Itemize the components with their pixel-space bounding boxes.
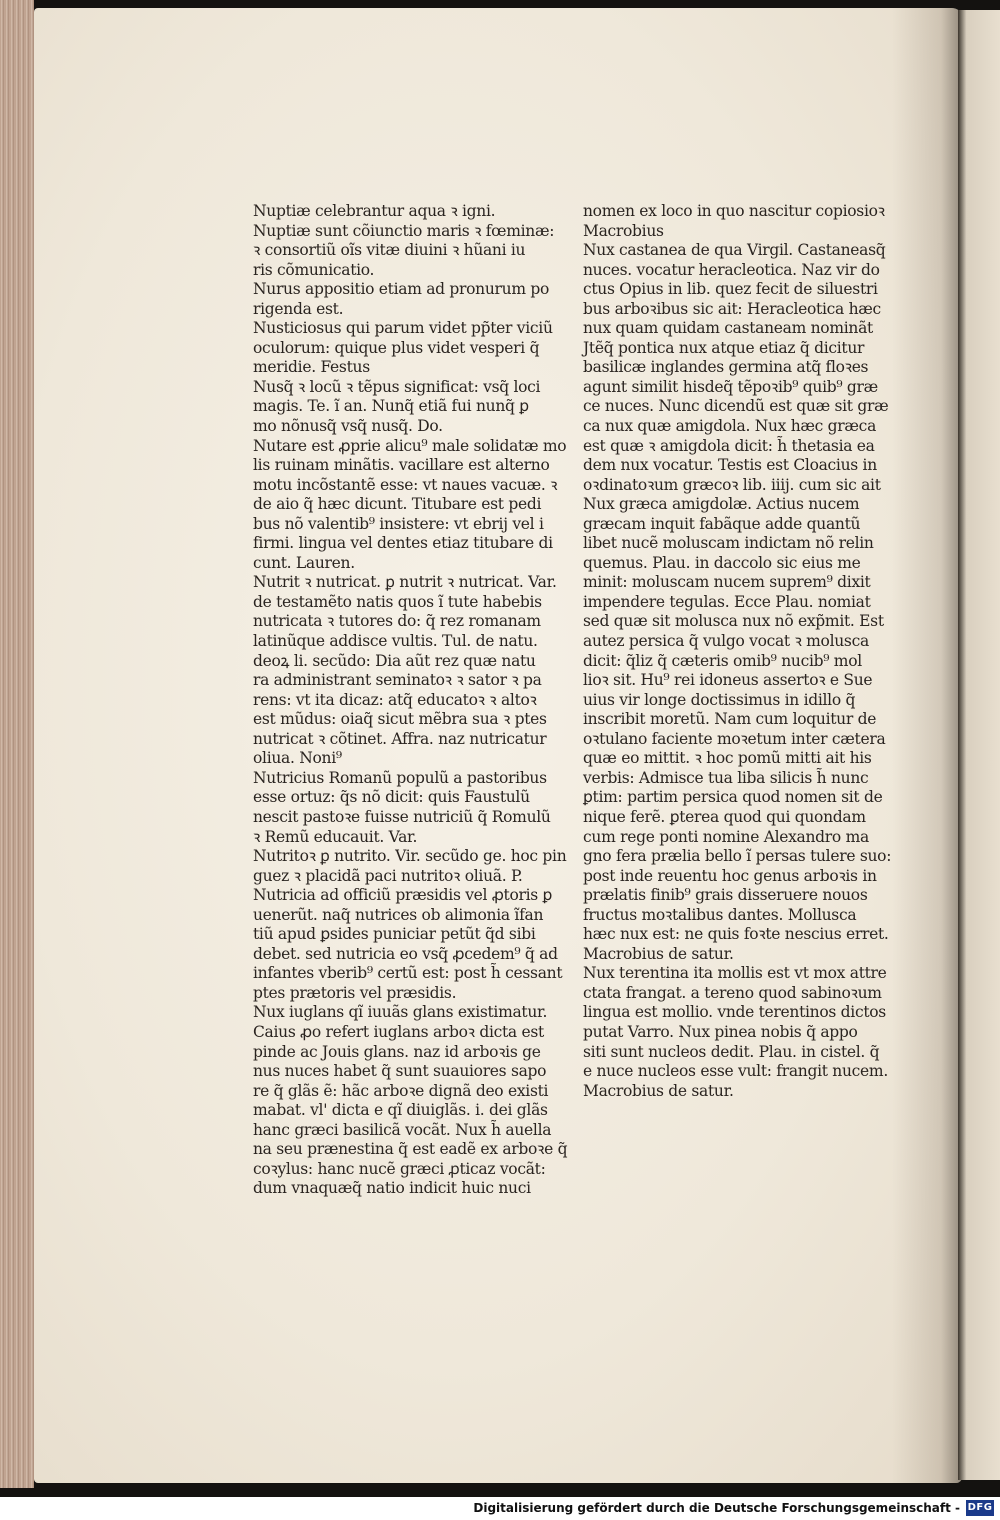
text-line: uenerũt. naq̃ nutrices ob alimonia ĩfan <box>253 905 544 924</box>
funding-credit: Digitalisierung gefördert durch die Deutsche Forschungsgemeinschaft - <box>473 1501 960 1515</box>
text-line: deoꝝ li. secũdo: Dia aũt rez quæ natu <box>253 651 536 670</box>
text-line: græcam inquit fabãque adde quantũ <box>583 514 861 533</box>
funding-footer <box>0 1497 1000 1520</box>
text-line: Macrobius de satur. <box>583 944 734 963</box>
text-line: libet nucẽ moluscam indictam nõ relin <box>583 534 874 553</box>
text-line: cum rege ponti nomine Alexandro ma <box>583 827 869 846</box>
text-line: infantes vberib⁹ certũ est: post h̃ cessant <box>253 964 563 983</box>
text-line: nescit pastoꝛe fuisse nutriciũ q̃ Romulũ <box>253 807 551 826</box>
text-line: hanc græci basilicã vocãt. Nux h̃ auella <box>253 1120 552 1139</box>
text-line: Nutare est ꝓprie alicu⁹ male solidatæ mo <box>253 436 567 455</box>
text-line: uius vir longe doctissimus in idillo q̃ <box>583 690 856 709</box>
text-line: debet. sed nutricia eo vsq̃ ꝓcedem⁹ q̃ ad <box>253 944 558 963</box>
text-line: oꝛtulano faciente moꝛetum inter cætera <box>583 729 886 748</box>
text-line: mo nõnusq̃ vsq̃ nusq̃. Do. <box>253 417 443 436</box>
text-line: est mũdus: oiaq̃ sicut mẽbra sua ꝛ ptes <box>253 710 547 729</box>
text-line: Nux castanea de qua Virgil. Castaneasq̃ <box>583 241 886 260</box>
text-line: Nux græca amigdolæ. Actius nucem <box>583 495 860 514</box>
dfg-logo: DFG <box>966 1500 994 1516</box>
text-line: ptes prætoris vel præsidis. <box>253 983 457 1002</box>
text-line: lioꝛ sit. Hu⁹ rei idoneus assertoꝛ e Sue <box>583 671 873 690</box>
text-line: oliua. Noni⁹ <box>253 749 342 768</box>
text-line: bus arboꝛibus sic ait: Heracleotica hæc <box>583 299 881 318</box>
text-line: e nuce nucleos esse vult: frangit nucem. <box>583 1062 888 1081</box>
text-line: Nutricia ad officiũ præsidis vel ꝓtoris ꝑ <box>253 886 553 905</box>
text-line: nique ferẽ. ꝑterea quod qui quondam <box>583 807 866 826</box>
text-line: rens: vt ita dicaz: atq̃ educatoꝛ ꝛ altoꝛ <box>253 690 537 709</box>
text-line: bus nõ valentib⁹ insistere: vt ebrij vel i <box>253 514 544 533</box>
text-line: rigenda est. <box>253 299 344 318</box>
text-line: nux quam quidam castaneam nominãt <box>583 319 873 338</box>
book-page-edges <box>0 0 34 1488</box>
text-line: nomen ex loco in quo nascitur copiosioꝛ <box>583 202 885 220</box>
text-line: Nutrit ꝛ nutricat. ꝑ nutrit ꝛ nutricat. Var. <box>253 573 557 592</box>
text-line: ce nuces. Nunc dicendũ est quæ sit græ <box>583 397 889 416</box>
text-line: Nux terentina ita mollis est vt mox attre <box>583 964 887 983</box>
text-line: basilicæ inglandes germina atq̃ floꝛes <box>583 358 869 377</box>
text-line: Nurus appositio etiam ad pronurum po <box>253 280 550 299</box>
text-line: firmi. lingua vel dentes etiaz titubare di <box>253 534 553 553</box>
facing-page-edge <box>958 10 1000 1480</box>
text-line: nutricat ꝛ cõtinet. Affra. naz nutricatur <box>253 729 547 748</box>
text-line: hæc nux est: ne quis foꝛte nescius erret. <box>583 925 889 944</box>
text-line: nus nuces habet q̃ sunt suauiores sapo <box>253 1062 547 1081</box>
text-line: meridie. Festus <box>253 358 370 377</box>
text-line: sed quæ sit molusca nux nõ exp̃mit. Est <box>583 612 884 631</box>
text-line: re q̃ glãs ẽ: hãc arboꝛe dignã deo existi <box>253 1081 549 1100</box>
text-line: coꝛylus: hanc nucẽ græci ꝓticaz vocãt: <box>253 1159 546 1178</box>
text-line: Nusq̃ ꝛ locũ ꝛ tẽpus significat: vsq̃ loci <box>253 377 541 396</box>
text-line: Nutritoꝛ ꝑ nutrito. Vir. secũdo ge. hoc pin <box>253 847 567 866</box>
text-line: lis ruinam minãtis. vacillare est alterno <box>253 456 550 475</box>
text-line: dem nux vocatur. Testis est Cloacius in <box>583 456 877 475</box>
text-line: de testamẽto natis quos ĩ tute habebis <box>253 592 542 611</box>
text-line: impendere tegulas. Ecce Plau. nomiat <box>583 592 871 611</box>
text-line: pinde ac Jouis glans. naz id arboꝛis ge <box>253 1042 541 1061</box>
text-line: siti sunt nucleos dedit. Plau. in cistel. q̃ <box>583 1042 880 1061</box>
text-line: Jtẽq̃ pontica nux atque etiaz q̃ dicitur <box>583 338 865 357</box>
text-line: ꝛ Remũ educauit. Var. <box>253 827 418 846</box>
text-line: de aio q̃ hæc dicunt. Titubare est pedi <box>253 495 542 514</box>
text-line: quæ eo mittit. ꝛ hoc pomũ mitti ait his <box>583 749 872 768</box>
text-line: magis. Te. ĩ an. Nunq̃ etiã fui nunq̃ ꝑ <box>253 397 529 416</box>
text-line: minit: moluscam nucem suprem⁹ dixit <box>583 573 871 592</box>
text-line: esse ortuz: q̃s nõ dicit: quis Faustulũ <box>253 788 530 807</box>
text-line: nutricata ꝛ tutores do: q̃ rez romanam <box>253 612 541 631</box>
text-line: oculorum: quique plus videt vesperi q̃ <box>253 338 540 357</box>
text-line: dicit: q̃liz q̃ cæteris omib⁹ nucib⁹ mol <box>583 651 862 670</box>
text-line: Macrobius <box>583 221 664 240</box>
text-line: agunt similit hisdeq̃ tẽpoꝛib⁹ quib⁹ græ <box>583 377 878 396</box>
text-line: guez ꝛ placidã paci nutritoꝛ oliuã. P. <box>253 866 523 885</box>
text-line: Nuptiæ sunt cõiunctio maris ꝛ fœminæ: <box>253 221 555 240</box>
text-line: est quæ ꝛ amigdola dicit: h̃ thetasia ea <box>583 436 875 455</box>
text-line: inscribit moretũ. Nam cum loquitur de <box>583 710 877 729</box>
text-line: Nuptiæ celebrantur aqua ꝛ igni. <box>253 202 496 220</box>
text-line: motu incõstantẽ esse: vt naues vacuæ. ꝛ <box>253 475 558 494</box>
text-line: nuces. vocatur heracleotica. Naz vir do <box>583 260 880 279</box>
right-text-column <box>583 202 928 1101</box>
text-line: mabat. vl' dicta e qĩ diuiglãs. i. dei glãs <box>253 1101 548 1120</box>
text-line: ra administrant seminatoꝛ ꝛ sator ꝛ pa <box>253 671 542 690</box>
text-line: Caius ꝓo refert iuglans arboꝛ dicta est <box>253 1022 544 1041</box>
text-line: tiũ apud ꝑsides puniciar petũt q̃d sibi <box>253 925 536 944</box>
text-line: verbis: Admisce tua liba silicis h̃ nunc <box>583 768 869 787</box>
text-line: Nusticiosus qui parum videt pp̃ter viciũ <box>253 319 553 338</box>
text-line: latinũque addisce vultis. Tul. de natu. <box>253 632 538 651</box>
text-line: prælatis finib⁹ grais disseruere nouos <box>583 886 868 905</box>
text-line: putat Varro. Nux pinea nobis q̃ appo <box>583 1022 858 1041</box>
text-line: autez persica q̃ vulgo vocat ꝛ molusca <box>583 632 869 651</box>
text-line: fructus moꝛtalibus dantes. Mollusca <box>583 905 857 924</box>
text-line: gno fera prælia bello ĩ persas tulere suo: <box>583 847 892 866</box>
text-line: Macrobius de satur. <box>583 1081 734 1100</box>
text-line: ca nux quæ amigdola. Nux hæc græca <box>583 417 877 436</box>
text-line: na seu prænestina q̃ est eadẽ ex arboꝛe q̃ <box>253 1140 568 1159</box>
text-line: ꝑtim: partim persica quod nomen sit de <box>583 788 883 807</box>
text-line: post inde reuentu hoc genus arboꝛis in <box>583 866 877 885</box>
left-text-column <box>253 202 573 1199</box>
text-line: ris cõmunicatio. <box>253 260 375 279</box>
text-line: lingua est mollio. vnde terentinos dictos <box>583 1003 886 1022</box>
text-line: oꝛdinatoꝛum græcoꝛ lib. iiij. cum sic ait <box>583 475 881 494</box>
text-line: cunt. Lauren. <box>253 553 355 572</box>
text-line: quemus. Plau. in daccolo sic eius me <box>583 553 861 572</box>
text-line: dum vnaquæq̃ natio indicit huic nuci <box>253 1179 531 1198</box>
text-line: ctata frangat. a tereno quod sabinoꝛum <box>583 983 882 1002</box>
text-line: Nutricius Romanũ populũ a pastoribus <box>253 768 547 787</box>
text-line: ꝛ consortiũ oĩs vitæ diuini ꝛ hũani iu <box>253 241 526 260</box>
text-line: Nux iuglans qĩ iuuãs glans existimatur. <box>253 1003 548 1022</box>
text-line: ctus Opius in lib. quez fecit de siluestri <box>583 280 878 299</box>
